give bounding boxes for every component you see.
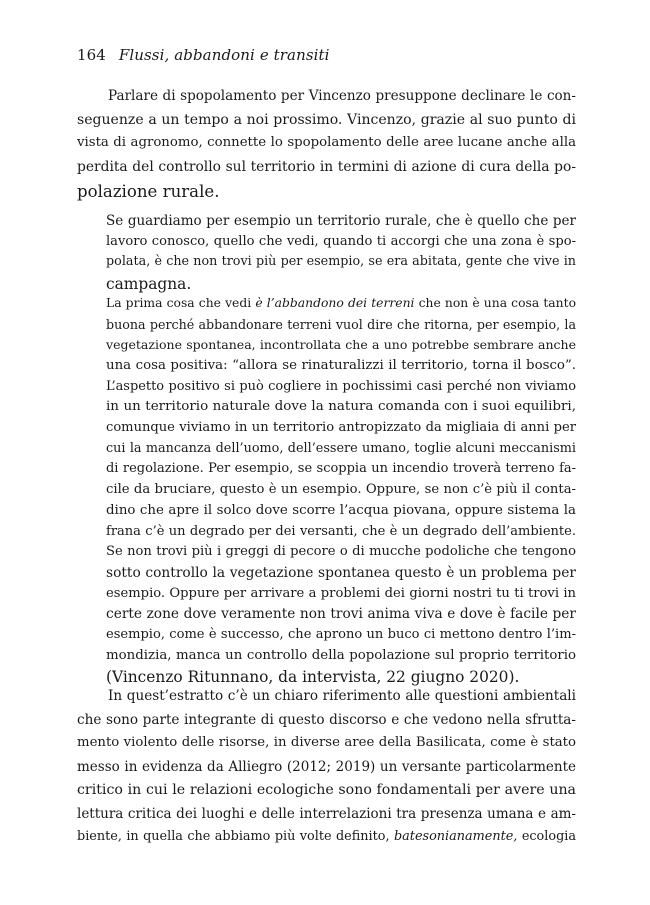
text-line: lettura critica dei luoghi e delle interrelazioni tra presenza umana e am- [77,805,576,822]
quote-line: cui la mancanza dell’uomo, dell’essere umano, toglie alcuni meccanismi [106,440,576,456]
quote-line: frana c’è un degrado per dei versanti, che è un degrado dell’ambiente. [106,523,576,539]
quote-line: una cosa positiva: “allora se rinaturalizzi il territorio, torna il bosco”. [106,357,576,373]
quote-line: mondizia, manca un controllo della popolazione sul proprio territorio [106,647,576,663]
quote-line: buona perché abbandonare terreni vuol dire che ritorna, per esempio, la [106,316,576,332]
quote-line: campagna. [106,275,192,294]
quote-line: lavoro conosco, quello che vedi, quando ti accorgi che una zona è spo- [106,233,576,249]
quote-line: dino che apre il solco dove scorre l’acqua piovana, oppure sistema la [106,502,576,518]
text-line: In quest’estratto c’è un chiaro riferimento alle questioni ambientali [108,688,576,704]
text-line: messo in evidenza da Alliegro (2012; 2019) un versante particolarmente [77,758,576,775]
page-number: 164 [77,46,106,64]
text-line: vista di agronomo, connette lo spopolamento delle aree lucane anche alla [77,135,576,150]
text-line: seguenze a un tempo a noi prossimo. Vincenzo, grazie al suo punto di [77,111,576,128]
quote-line: La prima cosa che vedi è l’abbandono dei terreni che non è una cosa tanto [106,295,577,310]
quote-line: vegetazione spontanea, incontrollata che a uno potrebbe sembrare anche [106,337,576,353]
quote-line: in un territorio naturale dove la natura comanda con i suoi equilibri, [106,399,576,415]
text-line: critico in cui le relazioni ecologiche sono fondamentali per avere una [77,782,576,798]
quote-line: (Vincenzo Ritunnano, da intervista, 22 giugno 2020). [106,668,520,687]
emphasis: è l’abbandono dei terreni [255,295,415,310]
running-header [77,46,330,64]
quote-line: esempio, come è successo, che aprono un buco ci mettono dentro l’im- [106,627,576,642]
quote-line: esempio. Oppure per arrivare a problemi dei giorni nostri tu ti trovi in [106,585,576,601]
quote-line: comunque viviamo in un territorio antropizzato da migliaia di anni per [106,420,576,435]
quote-line: L’aspetto positivo si può cogliere in pochissimi casi perché non viviamo [106,378,576,394]
quote-line: cile da bruciare, questo è un esempio. Oppure, se non c’è più il conta- [106,482,576,498]
quote-line: sotto controllo la vegetazione spontanea questo è un problema per [106,564,576,581]
emphasis: batesonianamente, [393,829,518,844]
text-line: che sono parte integrante di questo discorso e che vedono nella sfrutta- [77,711,576,728]
running-title: Flussi, abbandoni e transiti [118,46,330,64]
quote-line: Se non trovi più i greggi di pecore o di mucche podoliche che tengono [106,544,576,560]
text-line: perdita del controllo sul territorio in termini di azione di cura della po- [77,158,576,175]
text-line: polazione rurale. [77,182,220,201]
quote-line: di regolazione. Per esempio, se scoppia un incendio troverà terreno fa- [106,461,576,477]
quote-line: certe zone dove veramente non trovi anima viva e dove è facile per [106,606,576,623]
quote-line: polata, è che non trovi più per esempio, se era abitata, gente che vive in [106,254,576,270]
text-line: mento violento delle risorse, in diverse aree della Basilicata, come è stato [77,735,576,750]
text-line: biente, in quella che abbiamo più volte definito, batesonianamente, ecologia [77,829,576,844]
text-line: Parlare di spopolamento per Vincenzo presuppone declinare le con- [108,88,576,104]
quote-line: Se guardiamo per esempio un territorio rurale, che è quello che per [106,213,576,229]
